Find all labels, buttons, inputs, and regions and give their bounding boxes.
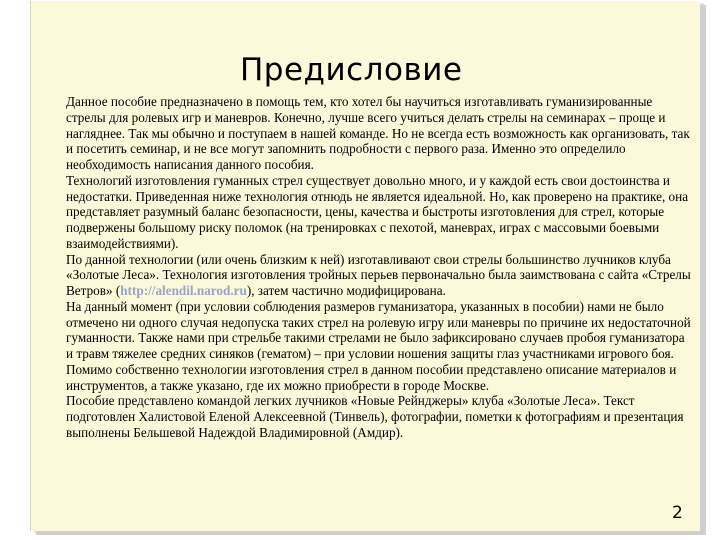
paragraph-3-text-after: ), затем частично модифицирована. [246,283,446,298]
paragraph-3 [66,252,692,299]
paragraph-3-text-before: По данной технологии (или очень близким к ней) изготавливают свои стрелы большинство лучников клуба «Золотые Леса». Технология изготовления тройных перьев первоначально была заимствована с сайта «Стрелы Ветров» ( [66,251,691,298]
paragraph-5: Помимо собственно технологии изготовления стрел в данном пособии представлено описание материалов и инструментов, а также указано, где их можно приобрести в городе Москве. [66,361,677,393]
paragraph-6: Пособие представлено командой легких лучников «Новые Рейнджеры» клуба «Золотые Леса». Текст подготовлен Халистовой Еленой Алексеевной (Тинвель), фотографии, пометки к фотографиям и презентация выполнены Бельшевой Надеждой Владимировной (Амдир). [66,393,684,440]
site-link[interactable]: http://alendil.narod.ru [120,283,247,298]
paragraph-4: На данный момент (при условии соблюдения размеров гуманизатора, указанных в пособии) нами не было отмечено ни одного случая недопуска таких стрел на ролевую игру или маневры по причине их недостаточной гуманности. Также нами при стрельбе такими стрелами не было зафиксировано случаев пробоя гуманизатора и травм тяжелее средних синяков (гематом) – при условии ношения защиты глаз участниками игрового боя. [66,298,691,361]
paragraph-2: Технологий изготовления гуманных стрел существует довольно много, и у каждой есть свои достоинства и недостатки. Приведенная ниже технология отнюдь не является идеальной. Но, как проверено на практике, она представляет разумный баланс безопасности, цены, качества и быстроты изготовления для стрел, которые подвержены большому риску поломок (на тренировках с пехотой, маневрах, играх с массовыми боевыми взаимодействиями). [66,172,689,251]
slide-title: Предисловие [240,52,463,88]
paragraph-1: Данное пособие предназначено в помощь тем, кто хотел бы научиться изготавливать гуманизированные стрелы для ролевых игр и маневров. Конечно, лучше всего учиться делать стрелы на семинарах – проще и нагляднее. Так мы обычно и поступаем в нашей команде. Но не всегда есть возможность как организовать, так и посетить семинар, и не все могут запомнить подробности с первого раза. Именно это определило необходимость написания данного пособия. [66,94,690,172]
slide-body [66,94,692,441]
page-number: 2 [672,503,683,523]
